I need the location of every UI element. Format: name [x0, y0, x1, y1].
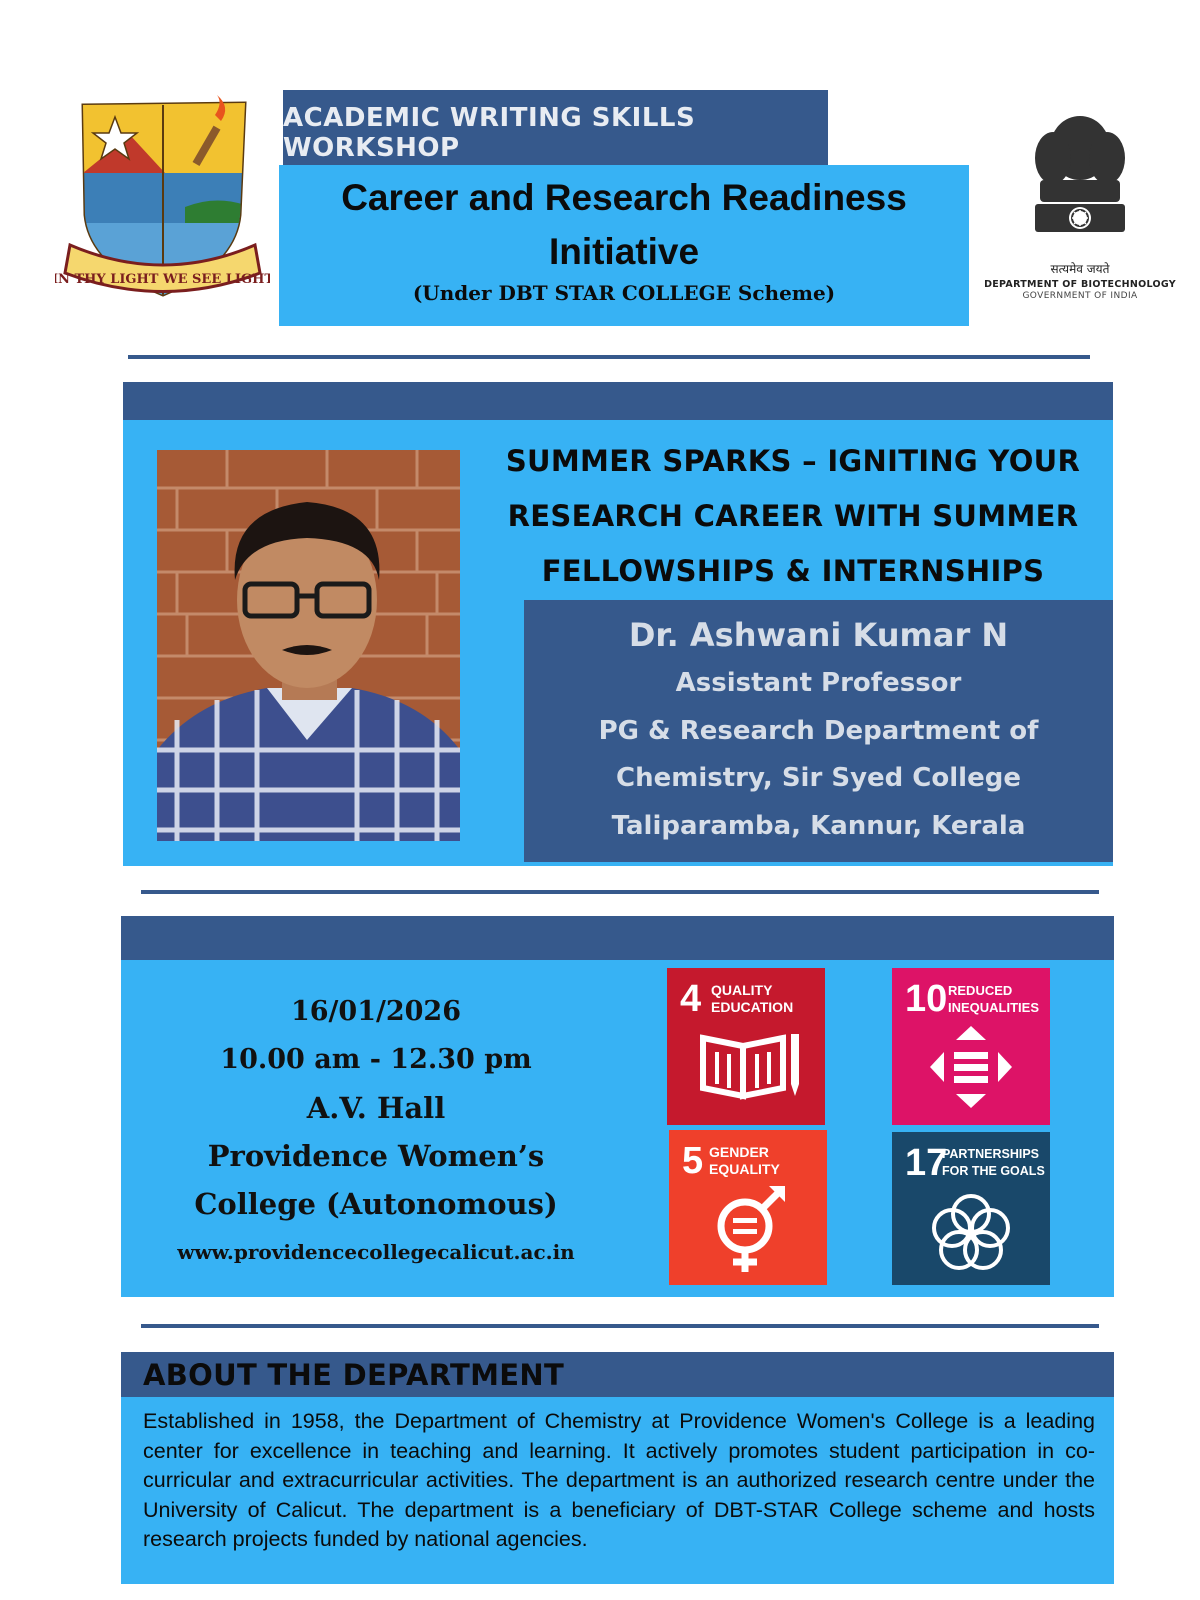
speaker-card	[123, 382, 1113, 866]
sdg-number: 5	[682, 1140, 704, 1182]
emblem-motto: सत्यमेव जयते	[1050, 262, 1110, 276]
crest-motto: IN THY LIGHT WE SEE LIGHT	[55, 272, 270, 287]
sdg-label: PARTNERSHIPS FOR THE GOALS	[942, 1147, 1045, 1178]
talk-title-line: RESEARCH CAREER WITH SUMMER	[507, 499, 1079, 533]
talk-title-line: FELLOWSHIPS & INTERNSHIPS	[541, 554, 1045, 588]
emblem-government: GOVERNMENT OF INDIA	[1022, 291, 1138, 301]
sdg-number: 17	[905, 1142, 948, 1184]
workshop-label: ACADEMIC WRITING SKILLS WORKSHOP	[283, 90, 828, 168]
college-crest-logo	[55, 95, 270, 310]
about-header-bar	[121, 1352, 1114, 1397]
sdg-label: QUALITY EDUCATION	[711, 982, 794, 1015]
talk-title-line: SUMMER SPARKS – IGNITING YOUR	[505, 444, 1081, 478]
program-subtitle: (Under DBT STAR COLLEGE Scheme)	[412, 281, 836, 305]
event-card	[121, 916, 1114, 1297]
speaker-photo	[157, 450, 460, 841]
program-title-box	[279, 165, 969, 326]
card-header-bar	[123, 382, 1113, 420]
about-section	[121, 1352, 1114, 1584]
divider	[141, 1324, 1099, 1328]
sdg-number: 10	[905, 978, 948, 1020]
card-header-bar	[121, 916, 1114, 960]
divider	[128, 355, 1090, 359]
about-title: ABOUT THE DEPARTMENT	[143, 1358, 565, 1392]
sdg-label: GENDER EQUALITY	[709, 1144, 780, 1177]
event-details	[141, 988, 611, 1264]
sdg-17-tile	[892, 1132, 1050, 1285]
event-date: 16/01/2026	[290, 996, 461, 1027]
event-college-line: Providence Women’s	[207, 1139, 545, 1173]
sdg-10-tile	[892, 968, 1050, 1125]
dbt-emblem-logo	[975, 108, 1185, 313]
sdg-4-tile	[667, 968, 825, 1125]
speaker-affiliation-line: PG & Research Department of	[598, 715, 1039, 746]
college-website-link[interactable]: www.providencecollegecalicut.ac.in	[177, 1240, 575, 1264]
event-venue: A.V. Hall	[306, 1091, 446, 1125]
event-college-line: College (Autonomous)	[194, 1187, 558, 1221]
sdg-label: REDUCED INEQUALITIES	[948, 983, 1040, 1015]
divider	[141, 890, 1099, 894]
speaker-designation: Assistant Professor	[675, 668, 962, 698]
about-text: Established in 1958, the Department of Chemistry at Providence Women's College is a leading center for excellence in teaching and learning. It actively promotes student participation in co-curricular and extracurricular activities. The department is an authorized research centre under the University of Calicut. The department is a beneficiary of DBT-STAR College scheme and hosts research projects funded by national agencies.	[143, 1409, 1095, 1551]
lion-capital-icon	[1025, 108, 1135, 258]
event-time: 10.00 am - 12.30 pm	[220, 1044, 532, 1075]
talk-title	[503, 434, 1083, 599]
sdg-number: 4	[680, 978, 702, 1020]
speaker-name: Dr. Ashwani Kumar N	[628, 616, 1009, 654]
speaker-details	[524, 600, 1113, 862]
sdg-5-tile	[669, 1130, 827, 1285]
speaker-affiliation-line: Taliparamba, Kannur, Kerala	[611, 810, 1026, 841]
speaker-affiliation-line: Chemistry, Sir Syed College	[616, 763, 1021, 793]
program-title: Career and Research Readiness Initiative	[341, 177, 907, 272]
emblem-department: DEPARTMENT OF BIOTECHNOLOGY	[984, 279, 1176, 290]
